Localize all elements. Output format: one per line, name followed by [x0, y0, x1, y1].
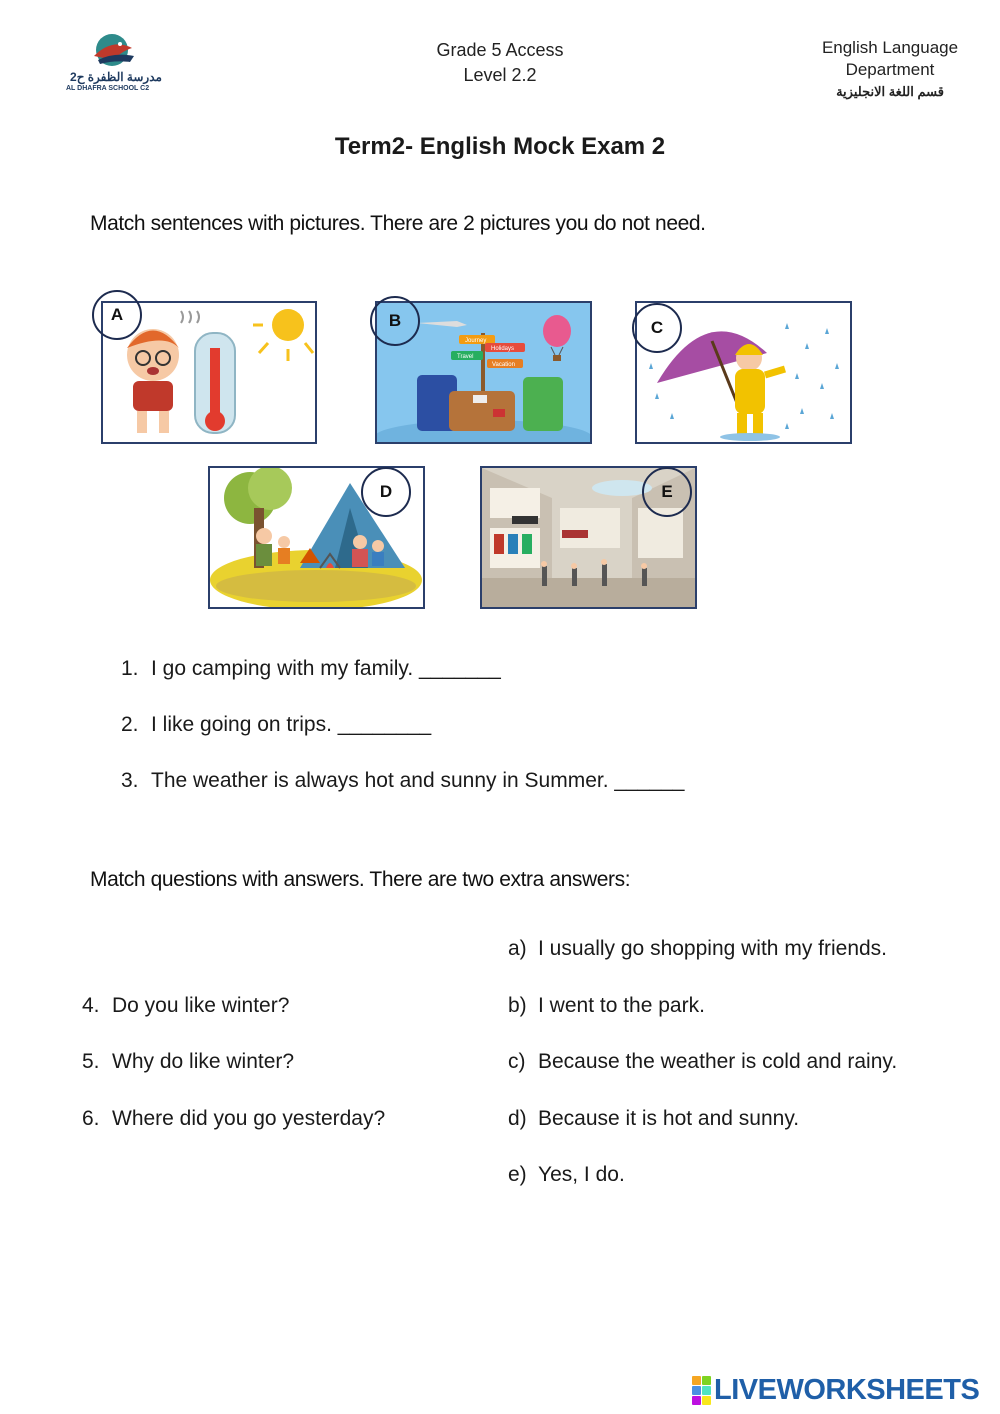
liveworksheets-footer[interactable] [692, 1374, 979, 1406]
answer-label: d) [508, 1107, 527, 1130]
answer-text: I went to the park. [538, 994, 705, 1017]
liveworksheets-brand: LIVEWORKSHEETS [714, 1373, 980, 1406]
department-ar: قسم اللغة الانجليزية [836, 84, 944, 99]
school-name-en: AL DHAFRA SCHOOL C2 [66, 85, 150, 92]
grade-label: Grade 5 Access [436, 40, 564, 60]
question-number: 6. [82, 1107, 100, 1130]
question-6[interactable] [82, 1107, 385, 1131]
bird-logo-icon [84, 30, 144, 70]
logo-block [692, 1376, 701, 1385]
question-text: Why do like winter? [112, 1050, 295, 1073]
sign-holidays: Holidays [491, 346, 515, 352]
section1-instruction: Match sentences with pictures. There are 2 pictures you do not need. [90, 212, 706, 235]
picture-e-letter: E [642, 467, 692, 517]
answer-text: I usually go shopping with my friends. [538, 937, 888, 960]
picture-b-letter: B [370, 296, 420, 346]
sentence-number: 3. [121, 769, 139, 792]
picture-a-letter: A [92, 290, 142, 340]
liveworksheets-logo-icon [692, 1376, 711, 1405]
question-4[interactable] [82, 994, 289, 1018]
logo-block [702, 1386, 711, 1395]
logo-block [692, 1386, 701, 1395]
logo-block [702, 1376, 711, 1385]
sentence-2[interactable] [121, 713, 431, 737]
answer-text: Because it is hot and sunny. [538, 1107, 800, 1130]
sentence-text: The weather is always hot and sunny in Summer. ______ [151, 769, 685, 792]
sentence-text: I go camping with my family. _______ [151, 657, 501, 680]
question-number: 5. [82, 1050, 100, 1073]
sign-journey: Journey [465, 338, 487, 344]
answer-b[interactable] [508, 994, 705, 1018]
department-line1: English Language [821, 38, 959, 57]
answer-e[interactable] [508, 1163, 625, 1187]
sentence-number: 2. [121, 713, 139, 736]
question-text: Where did you go yesterday? [112, 1107, 386, 1130]
question-5[interactable] [82, 1050, 294, 1074]
logo-block [702, 1396, 711, 1405]
picture-c-letter: C [632, 303, 682, 353]
section2-instruction: Match questions with answers. There are two extra answers: [90, 868, 631, 891]
exam-title: Term2- English Mock Exam 2 [334, 133, 666, 160]
school-name-ar: مدرسة الظفرة ح2 [70, 70, 162, 84]
answer-c[interactable] [508, 1050, 897, 1074]
answer-d[interactable] [508, 1107, 799, 1131]
answer-label: a) [508, 937, 527, 960]
answer-text: Yes, I do. [538, 1163, 625, 1186]
grade-level [380, 38, 620, 88]
department-line2: Department [845, 60, 935, 79]
sign-vacation: Vacation [492, 362, 515, 368]
question-text: Do you like winter? [112, 994, 290, 1017]
level-label: Level 2.2 [463, 65, 537, 85]
department [790, 37, 990, 103]
school-logo [62, 30, 172, 100]
sign-travel: Travel [457, 354, 474, 360]
answer-a[interactable] [508, 937, 887, 961]
sentence-text: I like going on trips. ________ [151, 713, 432, 736]
sentence-1[interactable] [121, 657, 501, 681]
question-number: 4. [82, 994, 100, 1017]
answer-label: b) [508, 994, 527, 1017]
picture-d-letter: D [361, 467, 411, 517]
answer-label: c) [508, 1050, 526, 1073]
answer-text: Because the weather is cold and rainy. [538, 1050, 898, 1073]
sentence-3[interactable] [121, 769, 684, 793]
sentence-number: 1. [121, 657, 139, 680]
answer-label: e) [508, 1163, 527, 1186]
logo-block [692, 1396, 701, 1405]
